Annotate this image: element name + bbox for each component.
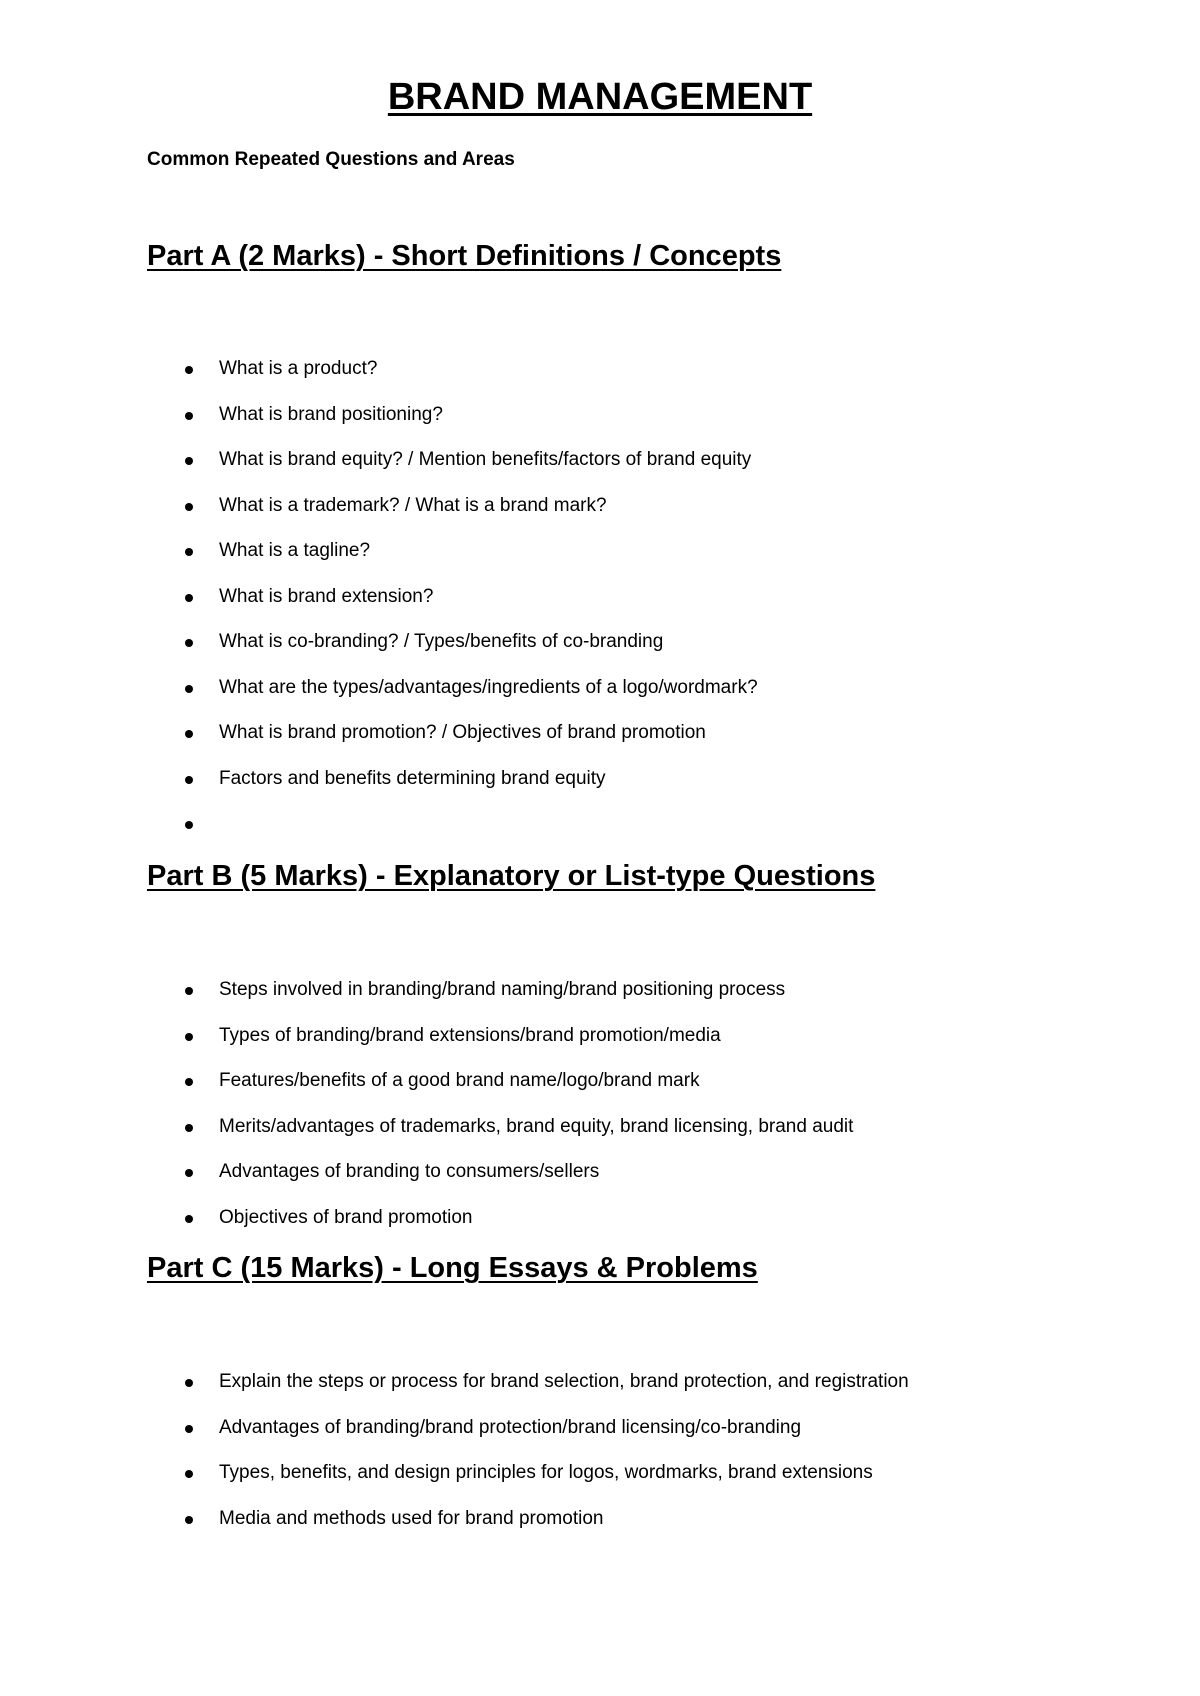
document-page: BRAND MANAGEMENT Common Repeated Questions and Areas Part A (2 Marks) - Short Definitions / Concepts What is a product? What is brand positioning? What is brand equity? / Mention benefits/factors of brand equity What is a trademark? / What is a brand mark? What is a tagline? What is brand extension? What is co-branding? / Types/benefits of co-branding What are the types/advantages/ingredients of a logo/wordmark? What is brand promotion? / Objectives of brand promotion Factors and benefits determining brand equity Part B (5 Marks) - Explanatory or List-type Questions Steps involved in branding/brand naming/brand positioning process Types of branding/brand extensions/brand promotion/media Features/benefits of a good brand name/logo/brand mark Merits/advantages of trademarks, brand equity, brand licensing, brand audit Advantages of branding to consumers/sellers Objectives of brand promotion Part C (15 Marks) - Long Essays & Problems Explain the steps or process for brand selection, brand protection, and registration Advantages of branding/brand protection/brand licensing/co-branding Types, benefits, and design principles for logos, wordmarks, brand extensions Media and methods used for brand promotion (0, 0, 1200, 1696)
bullet-icon (185, 1379, 193, 1387)
bullet-icon (185, 1470, 193, 1478)
bullet-icon (185, 412, 193, 420)
section-heading-part-b: Part B (5 Marks) - Explanatory or List-type Questions (147, 860, 876, 892)
bullet-icon (185, 1425, 193, 1433)
bullet-icon (185, 1078, 193, 1086)
bullet-icon (185, 821, 193, 829)
bullet-icon (185, 1215, 193, 1223)
bullet-icon (185, 1124, 193, 1132)
document-title-text: BRAND MANAGEMENT (387, 76, 813, 118)
bullet-icon (185, 730, 193, 738)
bullet-icon (185, 639, 193, 647)
bullet-icon (185, 594, 193, 602)
bullet-icon (185, 1516, 193, 1524)
document-subtitle: Common Repeated Questions and Areas (147, 149, 515, 170)
section-heading-part-c: Part C (15 Marks) - Long Essays & Problems (147, 1252, 758, 1284)
bullet-icon (185, 503, 193, 511)
bullet-icon (185, 1033, 193, 1041)
bullet-icon (185, 457, 193, 465)
section-heading-part-a: Part A (2 Marks) - Short Definitions / Concepts (147, 240, 782, 272)
bullet-icon (185, 987, 193, 995)
document-title (0, 74, 1200, 120)
bullet-icon (185, 366, 193, 374)
bullet-icon (185, 548, 193, 556)
bullet-icon (185, 1169, 193, 1177)
bullet-icon (185, 776, 193, 784)
bullet-icon (185, 685, 193, 693)
